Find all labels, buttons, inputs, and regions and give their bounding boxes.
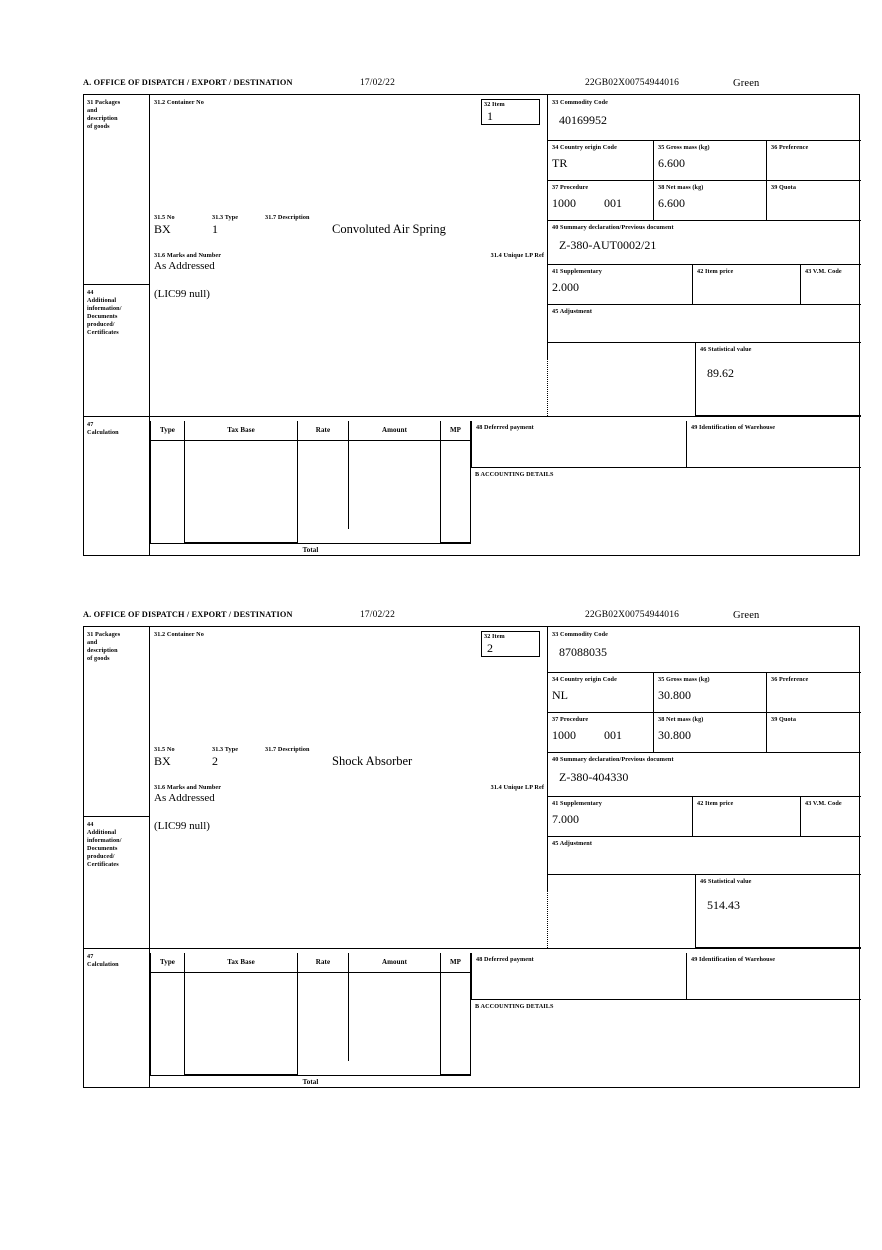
gross-mass-label: 35 Gross mass (kg) [658,144,710,151]
summary-declaration-label-2: 40 Summary declaration/Previous document [552,756,674,763]
tax-col-amount-body-2 [349,973,441,1075]
container-no-label: 31.2 Container No [154,99,204,106]
box-42-item-price [693,265,801,305]
divider-horizontal-47 [84,416,861,417]
country-origin-label-2: 34 Country origin Code [552,676,617,683]
mrn-number-2: 22GB02X00754944016 [585,610,680,620]
commodity-code-label-2: 33 Commodity Code [552,631,609,638]
procedure-value-2: 001 [604,196,622,210]
tax-col-rate-header-2: Rate [298,953,349,973]
description-value: Convoluted Air Spring [332,222,446,236]
country-origin-label: 34 Country origin Code [552,144,617,151]
item-no-label: 32 Item [484,101,505,108]
tax-col-type-header-2: Type [150,953,185,973]
item-no-label-2: 32 Item [484,633,505,640]
type-label-2: 31.3 Type [212,746,239,753]
box-31-4-unique-lp-ref-2 [394,784,544,792]
description-label: 31.7 Description [265,214,310,221]
tax-col-amount-header: Amount [349,421,441,441]
box-41-supplementary-2 [548,797,693,837]
box-47-number-2: 47 [87,953,94,960]
commodity-code-value: 40169952 [559,113,607,127]
item-price-label-2: 42 Item price [697,800,734,807]
box-40-summary-declaration-2 [548,753,861,797]
procedure-label-2: 37 Procedure [552,716,589,723]
box-43-vm-code-2 [801,797,861,837]
net-mass-label: 38 Net mass (kg) [658,184,704,191]
box-47-calculation [84,416,150,556]
declaration-date: 17/02/22 [360,78,395,88]
type-label: 31.3 Type [212,214,239,221]
supplementary-value: 2.000 [552,280,579,294]
box-47-label-2: Calculation [87,961,119,968]
box-45-adjustment-2 [548,837,861,875]
box-47-label: Calculation [87,429,119,436]
box-44-label-line1: Additional [87,297,117,304]
description-label-2: 31.7 Description [265,746,310,753]
box-39-quota-2 [767,713,861,753]
tax-col-mp-header: MP [441,421,471,441]
gross-mass-value: 6.600 [658,156,685,170]
summary-declaration-value: Z-380-AUT0002/21 [559,238,657,252]
tax-total-label: Total [302,546,319,554]
marks-numbers-value-2: As Addressed [154,792,215,804]
box-41-supplementary [548,265,693,305]
box-31-label-line1: 31 Packages [87,99,121,106]
preference-label-2: 36 Preference [771,676,809,683]
commodity-code-value-2: 87088035 [559,645,607,659]
box-44-label-line1-2: Additional [87,829,117,836]
box-44-additional-info [84,284,150,416]
box-46-statistical-value-2 [695,875,861,948]
box-38-net-mass-2 [654,713,767,753]
lane-status-2: Green [733,610,760,621]
tax-col-rate-body [298,441,349,529]
type-value-2: 2 [212,754,218,768]
box-31-label-line3-2: description [87,647,118,654]
vm-code-label: 43 V.M. Code [805,268,842,275]
deferred-payment-label-2: 48 Deferred payment [476,956,534,963]
box-38-net-mass [654,181,767,221]
marks-numbers-label-2: 31.6 Marks and Number [154,784,222,791]
customs-declaration-form-1 [83,78,862,556]
accounting-details-label: B ACCOUNTING DETAILS [475,471,554,478]
no-label-2: 31.5 No [154,746,175,753]
form-body-1 [83,94,860,556]
adjustment-label: 45 Adjustment [552,308,592,315]
item-no-value-2: 2 [487,641,493,655]
box-49-identification-warehouse-2 [687,953,861,1000]
marks-numbers-label: 31.6 Marks and Number [154,252,222,259]
tax-total-divider [150,543,471,544]
box-45-adjustment [548,305,861,343]
marks-numbers-value: As Addressed [154,260,215,272]
tax-col-mp-header-2: MP [441,953,471,973]
box-47-calculation-2 [84,948,150,1088]
item-price-label: 42 Item price [697,268,734,275]
office-of-dispatch-label: A. OFFICE OF DISPATCH / EXPORT / DESTINATION [83,78,293,87]
mrn-number: 22GB02X00754944016 [585,78,680,88]
tax-col-rate-body-2 [298,973,349,1061]
lane-status: Green [733,78,760,89]
accounting-details-label-2: B ACCOUNTING DETAILS [475,1003,554,1010]
divider-horizontal-47-2 [84,948,861,949]
box-31-label-line1-2: 31 Packages [87,631,121,638]
additional-information-value-2: (LIC99 null) [154,820,210,832]
box-47-number: 47 [87,421,94,428]
tax-col-rate-header: Rate [298,421,349,441]
tax-col-amount-header-2: Amount [349,953,441,973]
quota-label-2: 39 Quota [771,716,797,723]
form-header-1 [83,78,862,94]
form-header-2 [83,610,862,626]
box-44-label-line2: information/ [87,305,122,312]
tax-col-mp-body-2 [441,973,471,1075]
tax-col-amount-body [349,441,441,543]
quota-label: 39 Quota [771,184,797,191]
description-value-2: Shock Absorber [332,754,413,768]
box-44-label-line4-2: produced/ [87,853,115,860]
box-35-gross-mass [654,141,767,181]
box-44-label-line3: Documents [87,313,118,320]
no-value: BX [154,222,171,236]
box-48-deferred-payment [471,421,687,468]
no-label: 31.5 No [154,214,175,221]
tax-col-taxbase-header: Tax Base [185,421,298,441]
box-44-content [150,284,547,416]
gross-mass-value-2: 30.800 [658,688,691,702]
statistical-value-label: 46 Statistical value [700,346,752,353]
tax-total-label-2: Total [302,1078,319,1086]
box-44-label-line5-2: Certificates [87,861,119,868]
tax-col-type-body [150,441,185,543]
box-35-gross-mass-2 [654,673,767,713]
box-b-accounting-details [471,468,861,556]
procedure-value-2-2: 001 [604,728,622,742]
box-33-commodity-code [548,95,861,141]
box-36-preference-2 [767,673,861,713]
box-34-country-origin-2 [548,673,654,713]
box-44-label-line5: Certificates [87,329,119,336]
box-44-label-line3-2: Documents [87,845,118,852]
box-32-item [481,99,540,125]
box-31-7-description-2 [265,746,545,769]
unique-lp-ref-label: 31.4 Unique LP Ref [490,252,544,259]
tax-col-taxbase-body [185,441,298,543]
customs-declaration-form-2 [83,610,862,1088]
country-origin-value-2: NL [552,688,568,702]
box-44-content-2 [150,816,547,948]
box-37-procedure [548,181,654,221]
box-31-label-line4: of goods [87,123,110,130]
tax-col-type-body-2 [150,973,185,1075]
statistical-value-value-2: 514.43 [707,898,740,912]
net-mass-label-2: 38 Net mass (kg) [658,716,704,723]
box-44-number-2: 44 [87,821,94,828]
supplementary-value-2: 7.000 [552,812,579,826]
box-46-statistical-value [695,343,861,416]
deferred-payment-label: 48 Deferred payment [476,424,534,431]
box-31-7-description [265,214,545,237]
tax-total-row [150,543,471,557]
procedure-value-1-2: 1000 [552,728,576,742]
gross-mass-label-2: 35 Gross mass (kg) [658,676,710,683]
tax-col-taxbase-body-2 [185,973,298,1075]
summary-declaration-label: 40 Summary declaration/Previous document [552,224,674,231]
box-b-accounting-details-2 [471,1000,861,1088]
box-40-summary-declaration [548,221,861,265]
tax-total-divider-2 [150,1075,471,1076]
box-36-preference [767,141,861,181]
tax-col-taxbase-header-2: Tax Base [185,953,298,973]
procedure-value-1: 1000 [552,196,576,210]
divider-vertical-dotted [547,359,548,416]
vm-code-label-2: 43 V.M. Code [805,800,842,807]
supplementary-label-2: 41 Supplementary [552,800,602,807]
box-42-item-price-2 [693,797,801,837]
box-31-4-unique-lp-ref [394,252,544,260]
box-31-packages-2 [84,627,150,816]
declaration-date-2: 17/02/22 [360,610,395,620]
procedure-label: 37 Procedure [552,184,589,191]
box-31-label-line2-2: and [87,639,98,646]
type-value: 1 [212,222,218,236]
box-44-label-line4: produced/ [87,321,115,328]
net-mass-value: 6.600 [658,196,685,210]
box-34-country-origin [548,141,654,181]
box-31-packages [84,95,150,284]
tax-total-row-2 [150,1075,471,1089]
box-44-label-line2-2: information/ [87,837,122,844]
box-31-label-line4-2: of goods [87,655,110,662]
box-39-quota [767,181,861,221]
no-value-2: BX [154,754,171,768]
box-32-item-2 [481,631,540,657]
identification-warehouse-label-2: 49 Identification of Warehouse [691,956,776,963]
container-no-label-2: 31.2 Container No [154,631,204,638]
box-33-commodity-code-2 [548,627,861,673]
form-body-2 [83,626,860,1088]
commodity-code-label: 33 Commodity Code [552,99,609,106]
box-37-procedure-2 [548,713,654,753]
divider-vertical-dotted-2 [547,891,548,948]
box-43-vm-code [801,265,861,305]
summary-declaration-value-2: Z-380-404330 [559,770,629,784]
box-49-identification-warehouse [687,421,861,468]
identification-warehouse-label: 49 Identification of Warehouse [691,424,776,431]
statistical-value-value: 89.62 [707,366,734,380]
box-44-additional-info-2 [84,816,150,948]
box-48-deferred-payment-2 [471,953,687,1000]
adjustment-label-2: 45 Adjustment [552,840,592,847]
preference-label: 36 Preference [771,144,809,151]
tax-col-type-header: Type [150,421,185,441]
supplementary-label: 41 Supplementary [552,268,602,275]
item-no-value: 1 [487,109,493,123]
unique-lp-ref-label-2: 31.4 Unique LP Ref [490,784,544,791]
box-31-label-line2: and [87,107,98,114]
box-44-number: 44 [87,289,94,296]
additional-information-value: (LIC99 null) [154,288,210,300]
country-origin-value: TR [552,156,568,170]
statistical-value-label-2: 46 Statistical value [700,878,752,885]
box-31-label-line3: description [87,115,118,122]
net-mass-value-2: 30.800 [658,728,691,742]
office-of-dispatch-label-2: A. OFFICE OF DISPATCH / EXPORT / DESTINATION [83,610,293,619]
tax-col-mp-body [441,441,471,543]
